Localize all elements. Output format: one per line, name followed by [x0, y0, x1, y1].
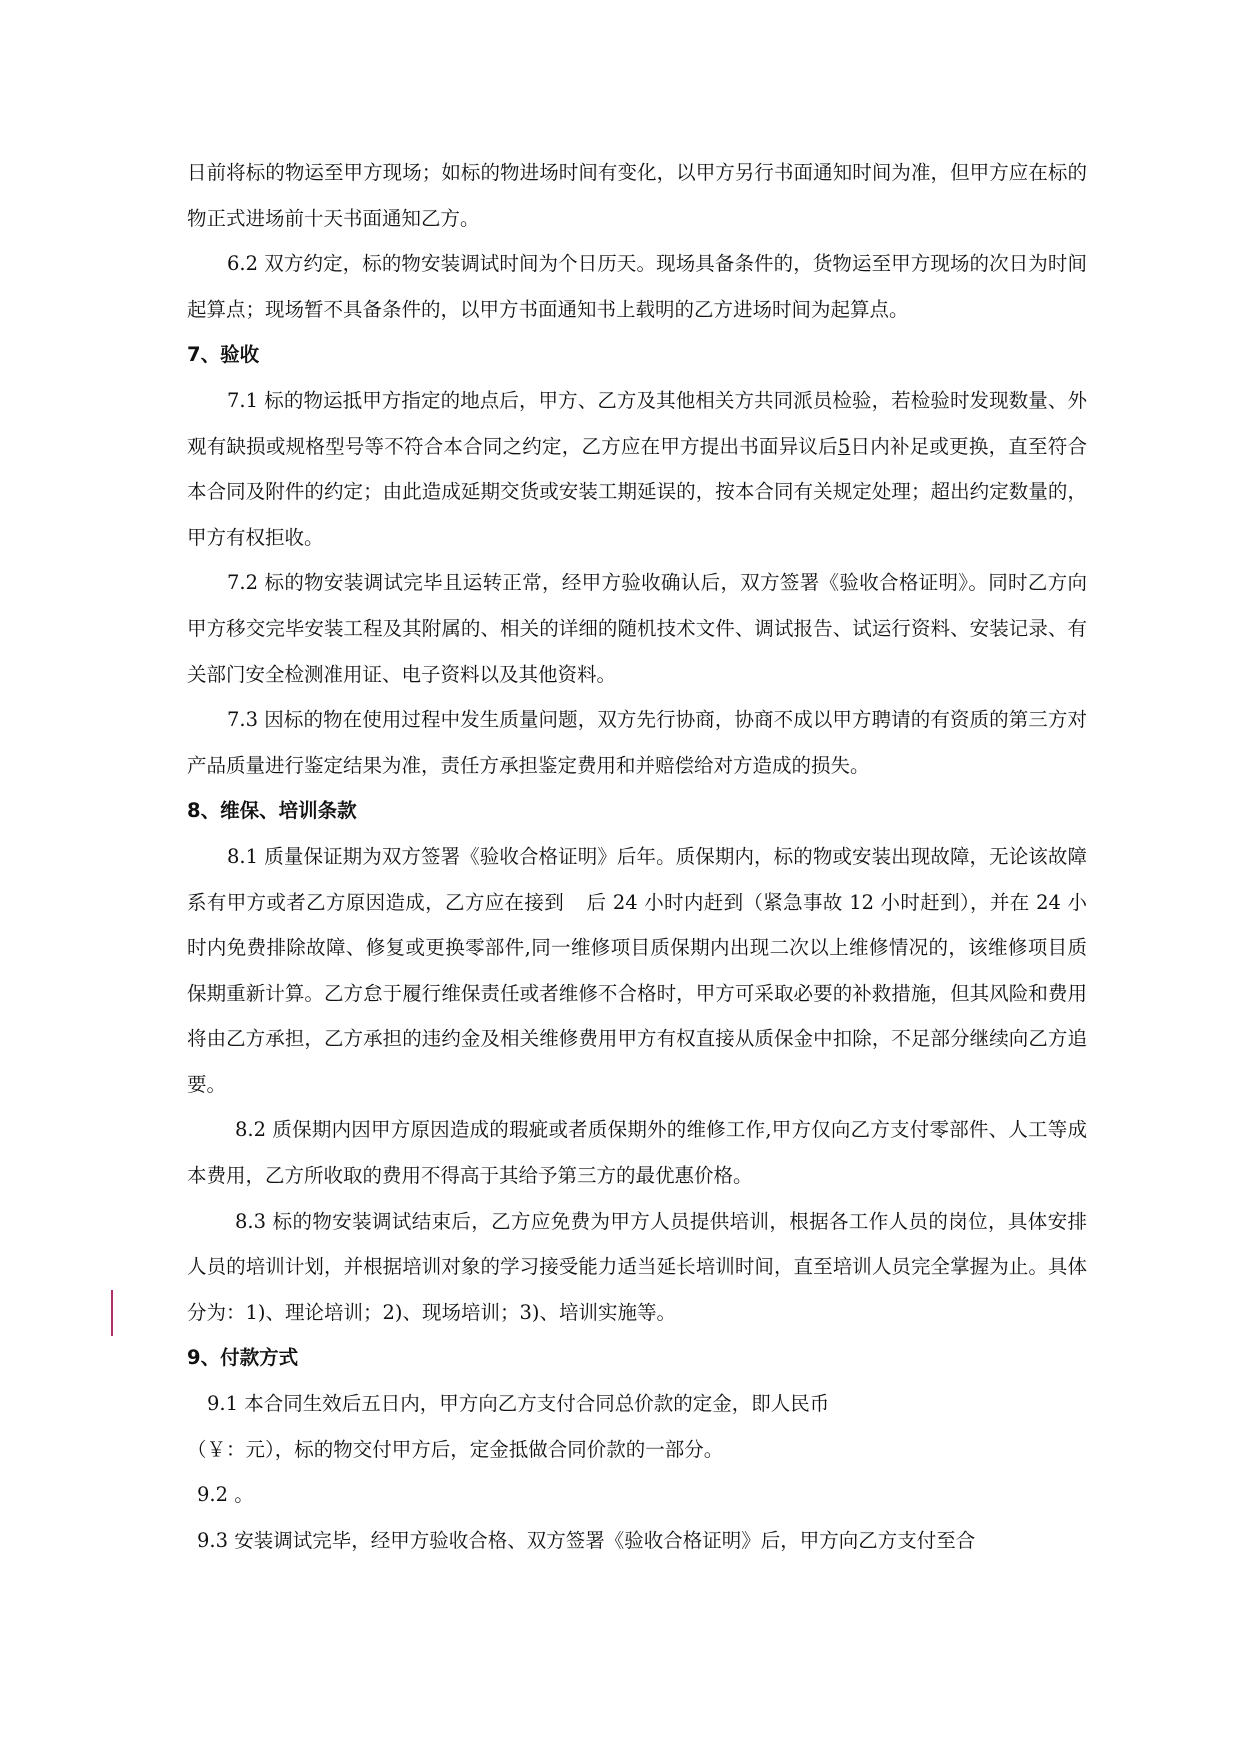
paragraph-7-1-part-b: 日内补足或更换，直至符合本合同及附件的约定；由此造成延期交货或安装工期延误的，按本合同有关规定处理；超出约定数量的，甲方有权拒收。 [187, 434, 1087, 549]
paragraph-9-1-line-1: 9.1 本合同生效后五日内，甲方向乙方支付合同总价款的定金，即人民币 [207, 1392, 830, 1416]
paragraph-6-1-continued: 日前将标的物运至甲方现场；如标的物进场时间有变化，以甲方另行书面通知时间为准，但甲方应在标的物正式进场前十天书面通知乙方。 [187, 161, 1087, 230]
document-page [187, 150, 1087, 1563]
paragraph-8-1-part-b: 后 24 小时内赶到（紧急事故 12 小时赶到），并在 24 小时内免费排除故障、修复或更换零部件,同一维修项目质保期内出现二次以上维修情况的，该维修项目质保期重新计算。乙方怠于履行维保责任或者维修不合格时，甲方可采取必要的补救措施，但其风险和费用将由乙方承担，乙方承担的违约金及相关维修费用甲方有权直接从质保金中扣除，不足部分继续向乙方追要。 [187, 890, 1087, 1096]
paragraph-6-2: 6.2 双方约定，标的物安装调试时间为个日历天。现场具备条件的，货物运至甲方现场的次日为时间起算点；现场暂不具备条件的，以甲方书面通知书上载明的乙方进场时间为起算点。 [187, 252, 1087, 321]
paragraph-9-1-line-2: （￥：元），标的物交付甲方后，定金抵做合同价款的一部分。 [187, 1437, 724, 1461]
objection-days-value: 5 [837, 434, 851, 458]
revision-mark [111, 1290, 113, 1336]
paragraph-8-1-part-a: 8.1 质量保证期为双方签署《验收合格证明》后年。质保期内，标的物或安装出现故障，无论该故障系有甲方或者乙方原因造成，乙方应在接到 [187, 844, 1087, 914]
paragraph-8-2: 8.2 质保期内因甲方原因造成的瑕疵或者质保期外的维修工作,甲方仅向乙方支付零部件、人工等成本费用，乙方所收取的费用不得高于其给予第三方的最优惠价格。 [187, 1118, 1087, 1188]
paragraph-9-2: 9.2 。 [197, 1483, 254, 1507]
paragraph-7-2: 7.2 标的物安装调试完毕且运转正常，经甲方验收确认后，双方签署《验收合格证明》。同时乙方向甲方移交完毕安装工程及其附属的、相关的详细的随机技术文件、调试报告、试运行资料、安装记录、有关部门安全检测准用证、电子资料以及其他资料。 [187, 571, 1087, 686]
paragraph-9-3: 9.3 安装调试完毕，经甲方验收合格、双方签署《验收合格证明》后，甲方向乙方支付至合 [197, 1528, 976, 1552]
section-heading-8: 8、维保、培训条款 [187, 799, 357, 823]
paragraph-8-3: 8.3 标的物安装调试结束后，乙方应免费为甲方人员提供培训，根据各工作人员的岗位，具体安排人员的培训计划，并根据培训对象的学习接受能力适当延长培训时间，直至培训人员完全掌握为止。具体分为：1)、理论培训；2)、现场培训；3)、培训实施等。 [187, 1209, 1087, 1324]
paragraph-8-1 [187, 834, 1087, 1108]
section-heading-9: 9、付款方式 [187, 1346, 299, 1370]
paragraph-7-1-part-a: 7.1 标的物运抵甲方指定的地点后，甲方、乙方及其他相关方共同派员检验，若检验时发现数量、外观有缺损或规格型号等不符合本合同之约定，乙方应在甲方提出书面异议后 [187, 388, 1087, 458]
section-heading-7: 7、验收 [187, 343, 260, 367]
paragraph-7-3: 7.3 因标的物在使用过程中发生质量问题，双方先行协商，协商不成以甲方聘请的有资质的第三方对产品质量进行鉴定结果为准，责任方承担鉴定费用和并赔偿给对方造成的损失。 [187, 708, 1087, 777]
paragraph-7-1 [187, 378, 1087, 560]
